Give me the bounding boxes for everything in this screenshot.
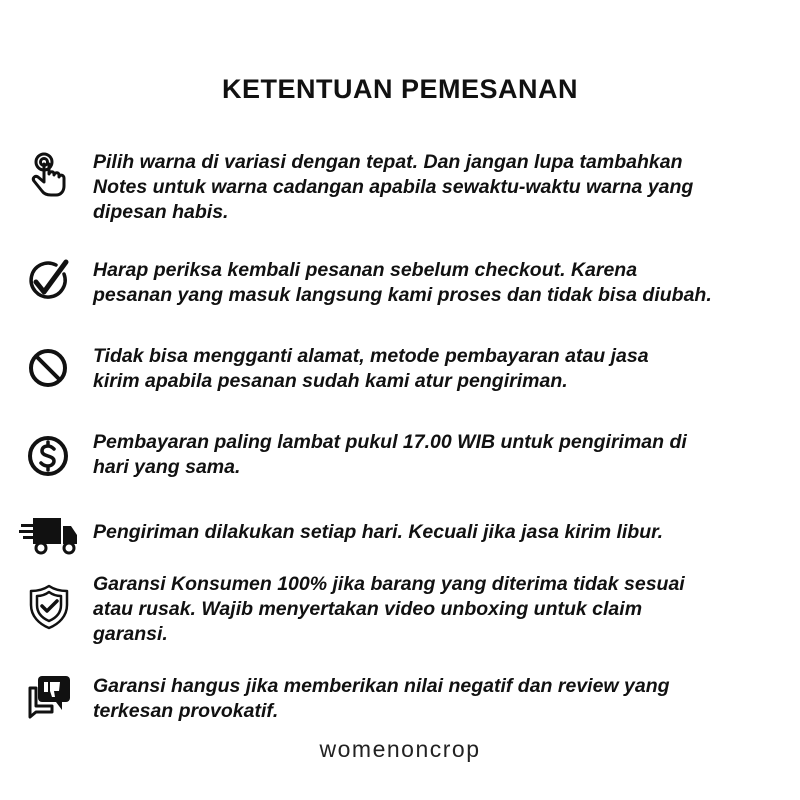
text-line: terkesan provokatif.: [93, 700, 279, 722]
brand-footer: womenoncrop: [319, 736, 481, 762]
item-text: [93, 258, 712, 308]
dollar-circle-icon: [24, 432, 74, 482]
check-circle-icon: [24, 256, 74, 306]
thumbs-down-chat-icon: [24, 672, 74, 722]
item-text: [93, 150, 693, 225]
text-line: Pengiriman dilakukan setiap hari. Kecuali jika jasa kirim libur.: [93, 521, 664, 543]
item-text: [93, 572, 685, 647]
tap-hand-icon: [24, 150, 74, 200]
item-text: [93, 674, 670, 724]
item-text: [93, 344, 649, 394]
prohibited-icon: [24, 344, 74, 394]
item-text: [93, 520, 663, 545]
delivery-truck-icon: [18, 510, 80, 560]
text-line: garansi.: [93, 623, 168, 645]
text-line: Harap periksa kembali pesanan sebelum checkout. Karena: [93, 259, 638, 281]
text-line: hari yang sama.: [93, 456, 241, 478]
shield-check-icon: [24, 582, 74, 632]
text-line: Garansi hangus jika memberikan nilai negatif dan review yang: [93, 675, 670, 697]
text-line: atau rusak. Wajib menyertakan video unboxing untuk claim: [93, 598, 643, 620]
text-line: Garansi Konsumen 100% jika barang yang diterima tidak sesuai: [93, 573, 685, 595]
text-line: kirim apabila pesanan sudah kami atur pengiriman.: [93, 370, 568, 392]
text-line: Notes untuk warna cadangan apabila sewaktu-waktu warna yang: [93, 176, 694, 198]
page-title: KETENTUAN PEMESANAN: [221, 74, 579, 104]
text-line: Pilih warna di variasi dengan tepat. Dan jangan lupa tambahkan: [93, 151, 683, 173]
text-line: Pembayaran paling lambat pukul 17.00 WIB untuk pengiriman di: [93, 431, 687, 453]
text-line: pesanan yang masuk langsung kami proses dan tidak bisa diubah.: [93, 284, 712, 306]
text-line: Tidak bisa mengganti alamat, metode pembayaran atau jasa: [93, 345, 649, 367]
text-line: dipesan habis.: [93, 201, 229, 223]
item-text: [93, 430, 687, 480]
